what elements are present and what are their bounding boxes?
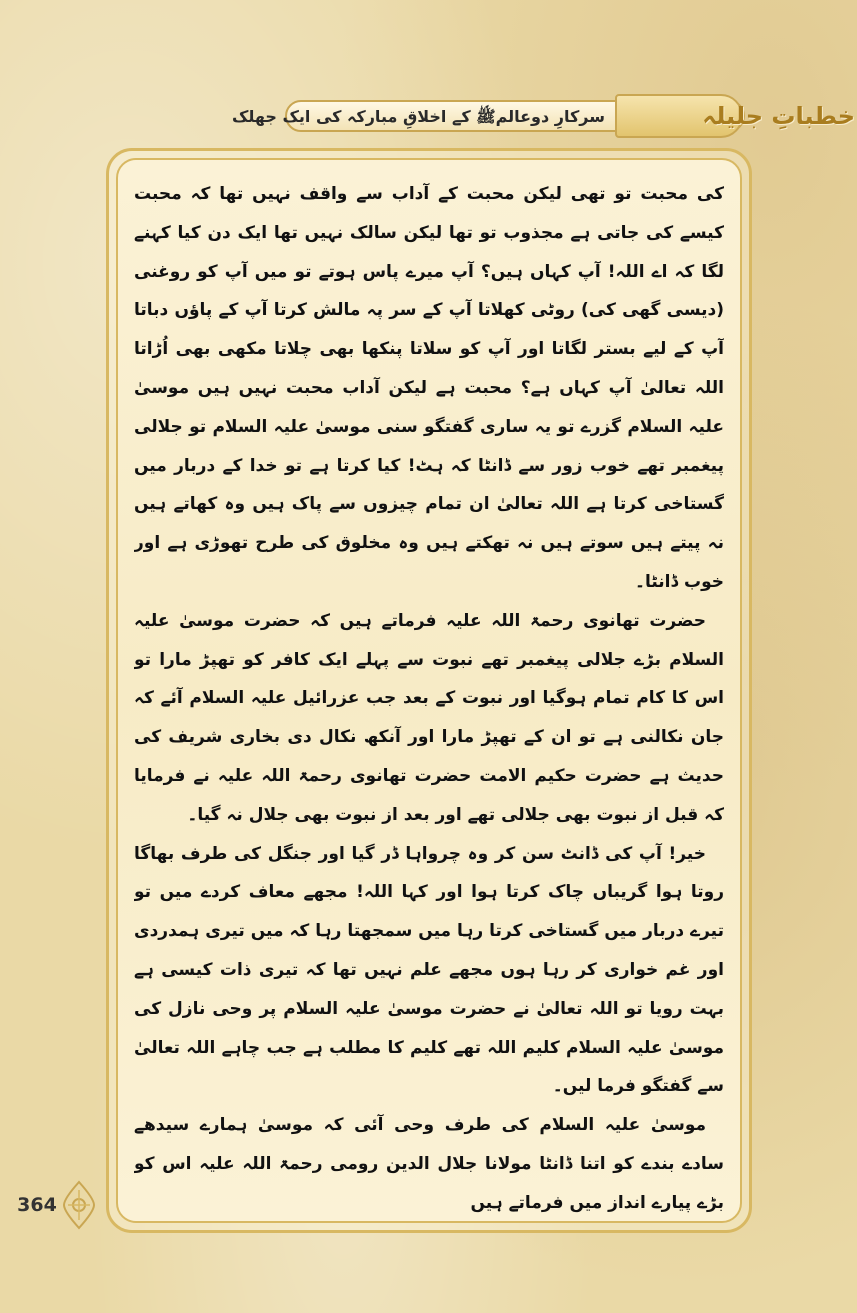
page-content	[134, 175, 724, 1215]
chapter-title: سرکارِ دوعالمﷺ کے اخلاقِ مبارکہ کی ایک جھلک	[231, 107, 605, 126]
page-number: 364	[17, 1194, 57, 1216]
page-header	[231, 92, 857, 142]
floral-ornament-icon	[58, 1178, 100, 1232]
paragraph-1: کی محبت تو تھی لیکن محبت کے آداب سے واقف نہیں تھا کہ محبت کیسے کی جاتی ہے مجذوب تو تھا لیکن سالک نہیں تھا ایک دن کیا کہنے لگا کہ اے اللہ! آپ کہاں ہیں؟ آپ میرے پاس ہوتے تو میں آپ کو روغنی (دیسی گھی کی) روٹی کھلاتا آپ کے سر پہ مالش کرتا آپ کے پاؤں دباتا آپ کے لیے بستر لگاتا اور آپ کو سلاتا پنکھا بھی چلاتا مکھی بھی اُڑاتا اللہ تعالیٰ آپ کہاں ہے؟ محبت ہے لیکن آداب محبت نہیں ہیں موسیٰ علیہ السلام گزرے تو یہ ساری گفتگو سنی موسیٰ علیہ السلام تو جلالی پیغمبر تھے خوب زور سے ڈانٹا کہ ہٹ! کیا کرتا ہے تو خدا کے دربار میں گستاخی کرتا ہے اللہ تعالیٰ ان تمام چیزوں سے پاک ہیں وہ کھاتے ہیں نہ پیتے ہیں سوتے ہیں نہ تھکتے ہیں وہ مخلوق کی طرح تھوڑی ہے اور خوب ڈانٹا۔	[134, 184, 724, 592]
paragraph-3: خیر! آپ کی ڈانٹ سن کر وہ چرواہا ڈر گیا اور جنگل کی طرف بھاگا روتا ہوا گریباں چاک کرتا ہوا اور کہا اللہ! مجھے معاف کردے میں تو تیرے دربار میں گستاخی کرتا رہا میں سمجھتا رہا کہ میں تیری ہمدردی اور غم خواری کر رہا ہوں مجھے علم نہیں تھا کہ تیری ذات کیسی ہے بہت رویا تو اللہ تعالیٰ نے حضرت موسیٰ علیہ السلام پر وحی نازل کی موسیٰ علیہ السلام کلیم اللہ تھے کلیم کا مطلب ہے جب چاہے اللہ تعالیٰ سے گفتگو فرما لیں۔	[134, 843, 724, 1097]
paragraph-4: موسیٰ علیہ السلام کی طرف وحی آئی کہ موسیٰ ہمارے سیدھے سادے بندے کو اتنا ڈانٹا مولانا جلال الدین رومی رحمۃ اللہ علیہ اس کو بڑے پیارے انداز میں فرماتے ہیں	[134, 1115, 724, 1213]
book-title: خطباتِ جلیلہ	[702, 102, 855, 130]
paragraph-2: حضرت تھانوی رحمۃ اللہ علیہ فرماتے ہیں کہ حضرت موسیٰ علیہ السلام بڑے جلالی پیغمبر تھے نبوت سے پہلے ایک کافر کو تھپڑ مارا تو اس کا کام تمام ہوگیا اور نبوت کے بعد جب عزرائیل علیہ السلام آئے کہ جان نکالنی ہے تو ان کے تھپڑ مارا اور آنکھ نکال دی بخاری شریف کی حدیث ہے حضرت حکیم الامت حضرت تھانوی رحمۃ اللہ علیہ نے فرمایا کہ قبل از نبوت بھی جلالی تھے اور بعد از نبوت بھی جلال نہ گیا۔	[134, 610, 724, 825]
